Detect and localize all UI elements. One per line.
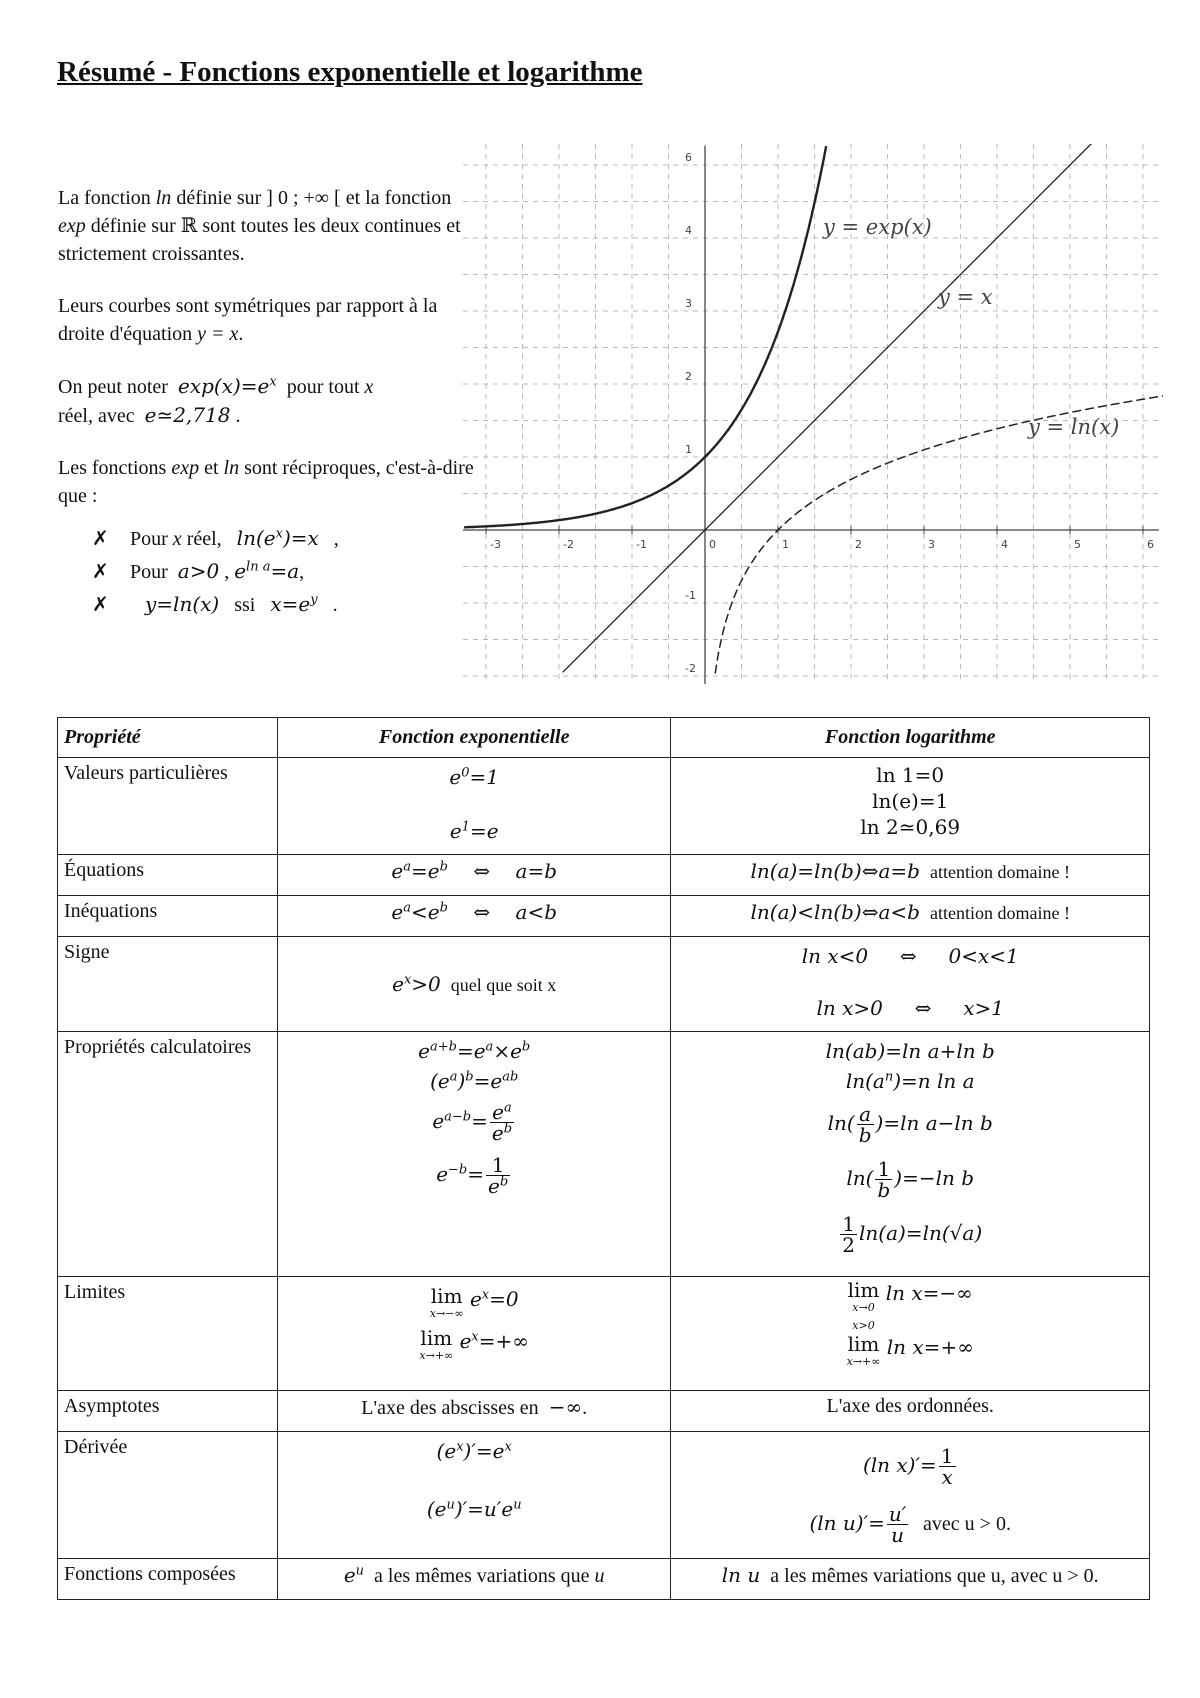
table-row xyxy=(58,855,1150,896)
table-row xyxy=(58,758,1150,855)
ln-cell: ln(a)=ln(b)⇔a=b attention domaine ! xyxy=(671,855,1150,896)
x-tick-label: -1 xyxy=(636,538,647,551)
table-row xyxy=(58,1432,1150,1559)
ln-cell: ln 1=0 ln(e)=1 ln 2≃0,69 xyxy=(671,758,1150,855)
y-tick-label: -1 xyxy=(685,589,696,602)
x-tick-label: 3 xyxy=(928,538,935,551)
y-tick-label: -2 xyxy=(685,662,696,675)
table-row xyxy=(58,896,1150,937)
x-tick-label: 1 xyxy=(782,538,789,551)
x-tick-label: 0 xyxy=(709,538,716,551)
table-row xyxy=(58,1277,1150,1391)
cross-bullet-icon: ✗ xyxy=(92,528,109,550)
x-tick-label: 4 xyxy=(1001,538,1008,551)
reciprocal-rules-list xyxy=(58,524,478,619)
y-tick-label: 3 xyxy=(685,297,692,310)
graph-grid xyxy=(463,144,1163,684)
exp-cell: $e^u$ a les mêmes variations que u xyxy=(277,1559,671,1600)
exp-cell: $e^x>0$ quel que soit x xyxy=(277,937,671,1032)
list-item: ✗ y=ln(x) ssi $x=e^y$ . xyxy=(92,590,478,619)
x-tick-label: 5 xyxy=(1074,538,1081,551)
ln-curve-label: y = ln(x) xyxy=(1028,415,1120,439)
row-label: Valeurs particulières xyxy=(58,758,278,855)
properties-table xyxy=(57,717,1150,1600)
row-label: Dérivée xyxy=(58,1432,278,1559)
row-label: Limites xyxy=(58,1277,278,1391)
list-item: ✗ Pour a>0 , $e^{ln a}=a$, xyxy=(92,557,478,586)
y-tick-label: 6 xyxy=(685,151,692,164)
row-label: Propriétés calculatoires xyxy=(58,1032,278,1277)
exp-cell: lim x→−∞ $e^x=0$ lim x→+∞ $e^x=+\infty$ xyxy=(277,1277,671,1391)
intro-paragraph-notation: On peut noter $\exp(x)=e^x$ pour tout x réel, avec e≃2,718 . xyxy=(58,374,374,427)
exp-cell: $(e^x)'=e^x$ $(e^u)'=u'e^u$ xyxy=(277,1432,671,1559)
cross-bullet-icon: ✗ xyxy=(92,561,109,583)
column-header-ln: Fonction logarithme xyxy=(671,718,1150,758)
exp-cell: $e^a<e^b$ ⇔ a<b xyxy=(277,896,671,937)
ln-cell: ln(ab)=ln a+ln b $\ln(a^n)=n$ ln a ln( $\frac{a}{b}$ )=ln a−ln b ln( $\frac{1}{b}$ )=−ln b $\frac{1}{2}$ ln(a)=ln(√a) xyxy=(671,1032,1150,1277)
exp-cell: $e^a=e^b$ ⇔ a=b xyxy=(277,855,671,896)
list-item: ✗ Pour x réel, $\ln(e^x)=x$ , xyxy=(92,524,478,553)
y-tick-label: 4 xyxy=(685,224,692,237)
x-tick-label: 2 xyxy=(855,538,862,551)
table-row xyxy=(58,1391,1150,1432)
identity-line-label: y = x xyxy=(938,285,993,309)
graph-tick-labels xyxy=(486,151,1154,675)
y-tick-label: 1 xyxy=(685,443,692,456)
intro-text xyxy=(58,184,478,623)
row-label: Asymptotes xyxy=(58,1391,278,1432)
ln-cell: ln x<0 ⇔ 0<x<1 ln x>0 ⇔ x>1 xyxy=(671,937,1150,1032)
row-label: Équations xyxy=(58,855,278,896)
function-graph xyxy=(463,144,1163,684)
row-label: Signe xyxy=(58,937,278,1032)
intro-paragraph-reciprocal: Les fonctions exp et ln sont réciproques, c'est-à-dire que : xyxy=(58,457,474,507)
table-row xyxy=(58,1032,1150,1277)
x-tick-label: 6 xyxy=(1147,538,1154,551)
table-row xyxy=(58,1559,1150,1600)
ln-cell: L'axe des ordonnées. xyxy=(671,1391,1150,1432)
x-tick-label: -3 xyxy=(490,538,501,551)
ln-cell: ln(a)<ln(b)⇔a<b attention domaine ! xyxy=(671,896,1150,937)
exp-curve xyxy=(464,146,826,527)
ln-cell: ln u a les mêmes variations que u, avec u > 0. xyxy=(671,1559,1150,1600)
exp-cell: L'axe des abscisses en −∞. xyxy=(277,1391,671,1432)
exp-cell: $e^{a+b}=e^a\times e^b$ $(e^a)^b=e^{ab}$ $e^{a-b}=$ $\frac{e^a}{e^b}$ $e^{-b}=$ $\frac{1}{e^b}$ xyxy=(277,1032,671,1277)
ln-cell: lim x→0 x>0 ln x=−∞ lim x→+∞ ln x=+∞ xyxy=(671,1277,1150,1391)
exp-curve-label: y = exp(x) xyxy=(823,215,932,239)
y-tick-label: 2 xyxy=(685,370,692,383)
page-title: Résumé - Fonctions exponentielle et logarithme xyxy=(57,56,643,88)
table-row xyxy=(58,937,1150,1032)
row-label: Fonctions composées xyxy=(58,1559,278,1600)
exp-cell: $e^0=1$ $e^1=e$ xyxy=(277,758,671,855)
intro-paragraph-continuity: La fonction ln définie sur ] 0 ; +∞ [ et la fonction exp définie sur ℝ sont toutes les deux continues et strictement croissantes. xyxy=(58,187,461,265)
table-header-row xyxy=(58,718,1150,758)
row-label: Inéquations xyxy=(58,896,278,937)
column-header-property: Propriété xyxy=(58,718,278,758)
x-tick-label: -2 xyxy=(563,538,574,551)
intro-paragraph-symmetry: Leurs courbes sont symétriques par rapport à la droite d'équation y = x. xyxy=(58,295,438,345)
cross-bullet-icon: ✗ xyxy=(92,594,109,616)
column-header-exp: Fonction exponentielle xyxy=(277,718,671,758)
ln-cell: (ln x)′= $\frac{1}{x}$ (ln u)′= $\frac{u'}{u}$ avec u > 0. xyxy=(671,1432,1150,1559)
